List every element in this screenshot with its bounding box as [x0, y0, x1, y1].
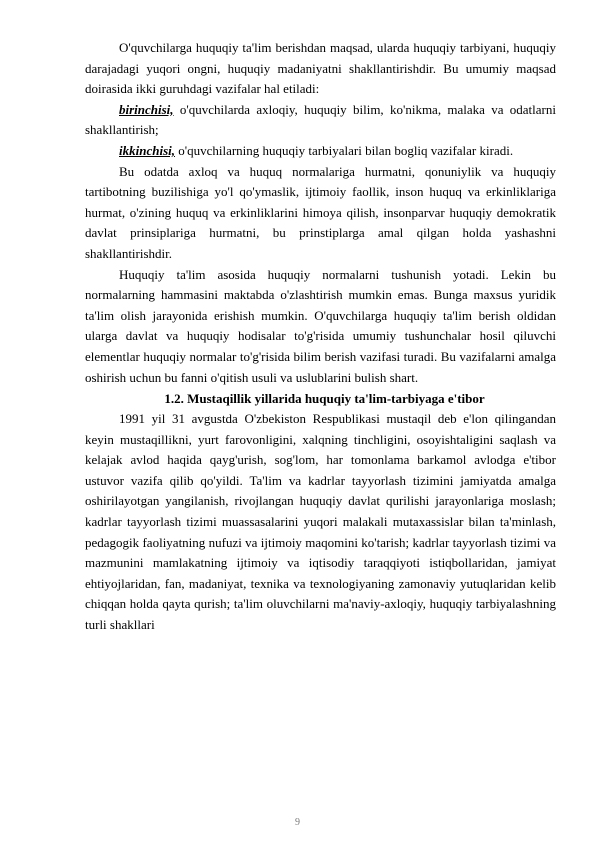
second-task-text: o'quvchilarning huquqiy tarbiyalari bilan bogliq vazifalar kiradi. — [175, 142, 514, 158]
second-task-lead: ikkinchisi, — [119, 142, 175, 158]
page-number: 9 — [295, 817, 300, 828]
paragraph-norms: Bu odatda axloq va huquq normalariga hurmatni, qonuniylik va huquqiy tartibotning buzilishiga yo'l qo'ymaslik, ijtimoiy faollik, inson huquq va erkinliklariga hurmat, o'zining huquq va erkinliklarini himoya qilish, insonparvar huquqiy demokratik davlat prinsiplariga hurmatni, bu prinstiplarga amal qilgan holda yashashni shakllantirishdir. — [85, 163, 556, 261]
paragraph-legal-education: Huquqiy ta'lim asosida huquqiy normalarni tushunish yotadi. Lekin bu normalarning hammasini maktabda o'zlashtirish mumkin emas. Bunga maxsus yuridik ta'lim olish jarayonida erishish mumkin. O'quvchilarga huquqiy ta'lim berish oldidan ularga davlat va huquqiy hodisalar to'g'risida umumiy tushunchalar hosil qiluvchi elementlar huquqiy normalar to'g'risida bilim berish vazifasi turadi. Bu vazifalarni amalga oshirish uchun bu fanni o'qitish usuli va uslublarini bulish shart. — [85, 266, 556, 385]
section-heading: 1.2. Mustaqillik yillarida huquqiy ta'lim-tarbiyaga e'tibor — [164, 391, 485, 407]
paragraph-independence: 1991 yil 31 avgustda O'zbekiston Respublikasi mustaqil deb e'lon qilingandan keyin mustaqillikni, yurt farovonligini, xalqning tinchligini, osoyishtaligini saqlash va kelajak avlod haqida qayg'urish, sog'lom, har tomonlama barkamol avlodga e'tibor ustuvor vazifa qilib qo'yildi. Ta'lim va kadrlar tayyorlash tizimini jamiyatda amalga oshirilayotgan yangilanish, rivojlangan huquqiy davlat qurilishi jarayonlariga moslash; kadrlar tayyorlash tizimi muassasalarini yuqori malakali mutaxassislar bilan ta'minlash, pedagogik faoliyatning nufuzi va ijtimoiy maqomini ko'tarish; kadrlar tayyorlash tizimi va mazmunini mamlakatning ijtimoiy va iqtisodiy taraqqiyoti istiqbollaridan, jamiyat ehtiyojlaridan, fan, madaniyat, texnika va texnologiyaning zamonaviy yutuqlaridan kelib chiqqan holda qayta qurish; ta'lim oluvchilarni ma'naviy-axloqiy, huquqiy tarbiyalashning turli shakllari — [85, 411, 556, 633]
first-task-lead: birinchisi, — [119, 101, 174, 117]
paragraph-first-task — [85, 100, 556, 141]
first-task-text: o'quvchilarda axloqiy, huquqiy bilim, ko'nikma, malaka va odatlarni shakllantirish; — [85, 101, 556, 138]
paragraph-goal: O'quvchilarga huquqiy ta'lim berishdan maqsad, ularda huquqiy tarbiyani, huquqiy darajadagi yuqori ongni, huquqiy madaniyatni shakllantirishdir. Bu umumiy maqsad doirasida ikki guruhdagi vazifalar hal etiladi: — [85, 40, 556, 97]
document-page — [85, 38, 556, 636]
paragraph-second-task — [85, 141, 556, 162]
